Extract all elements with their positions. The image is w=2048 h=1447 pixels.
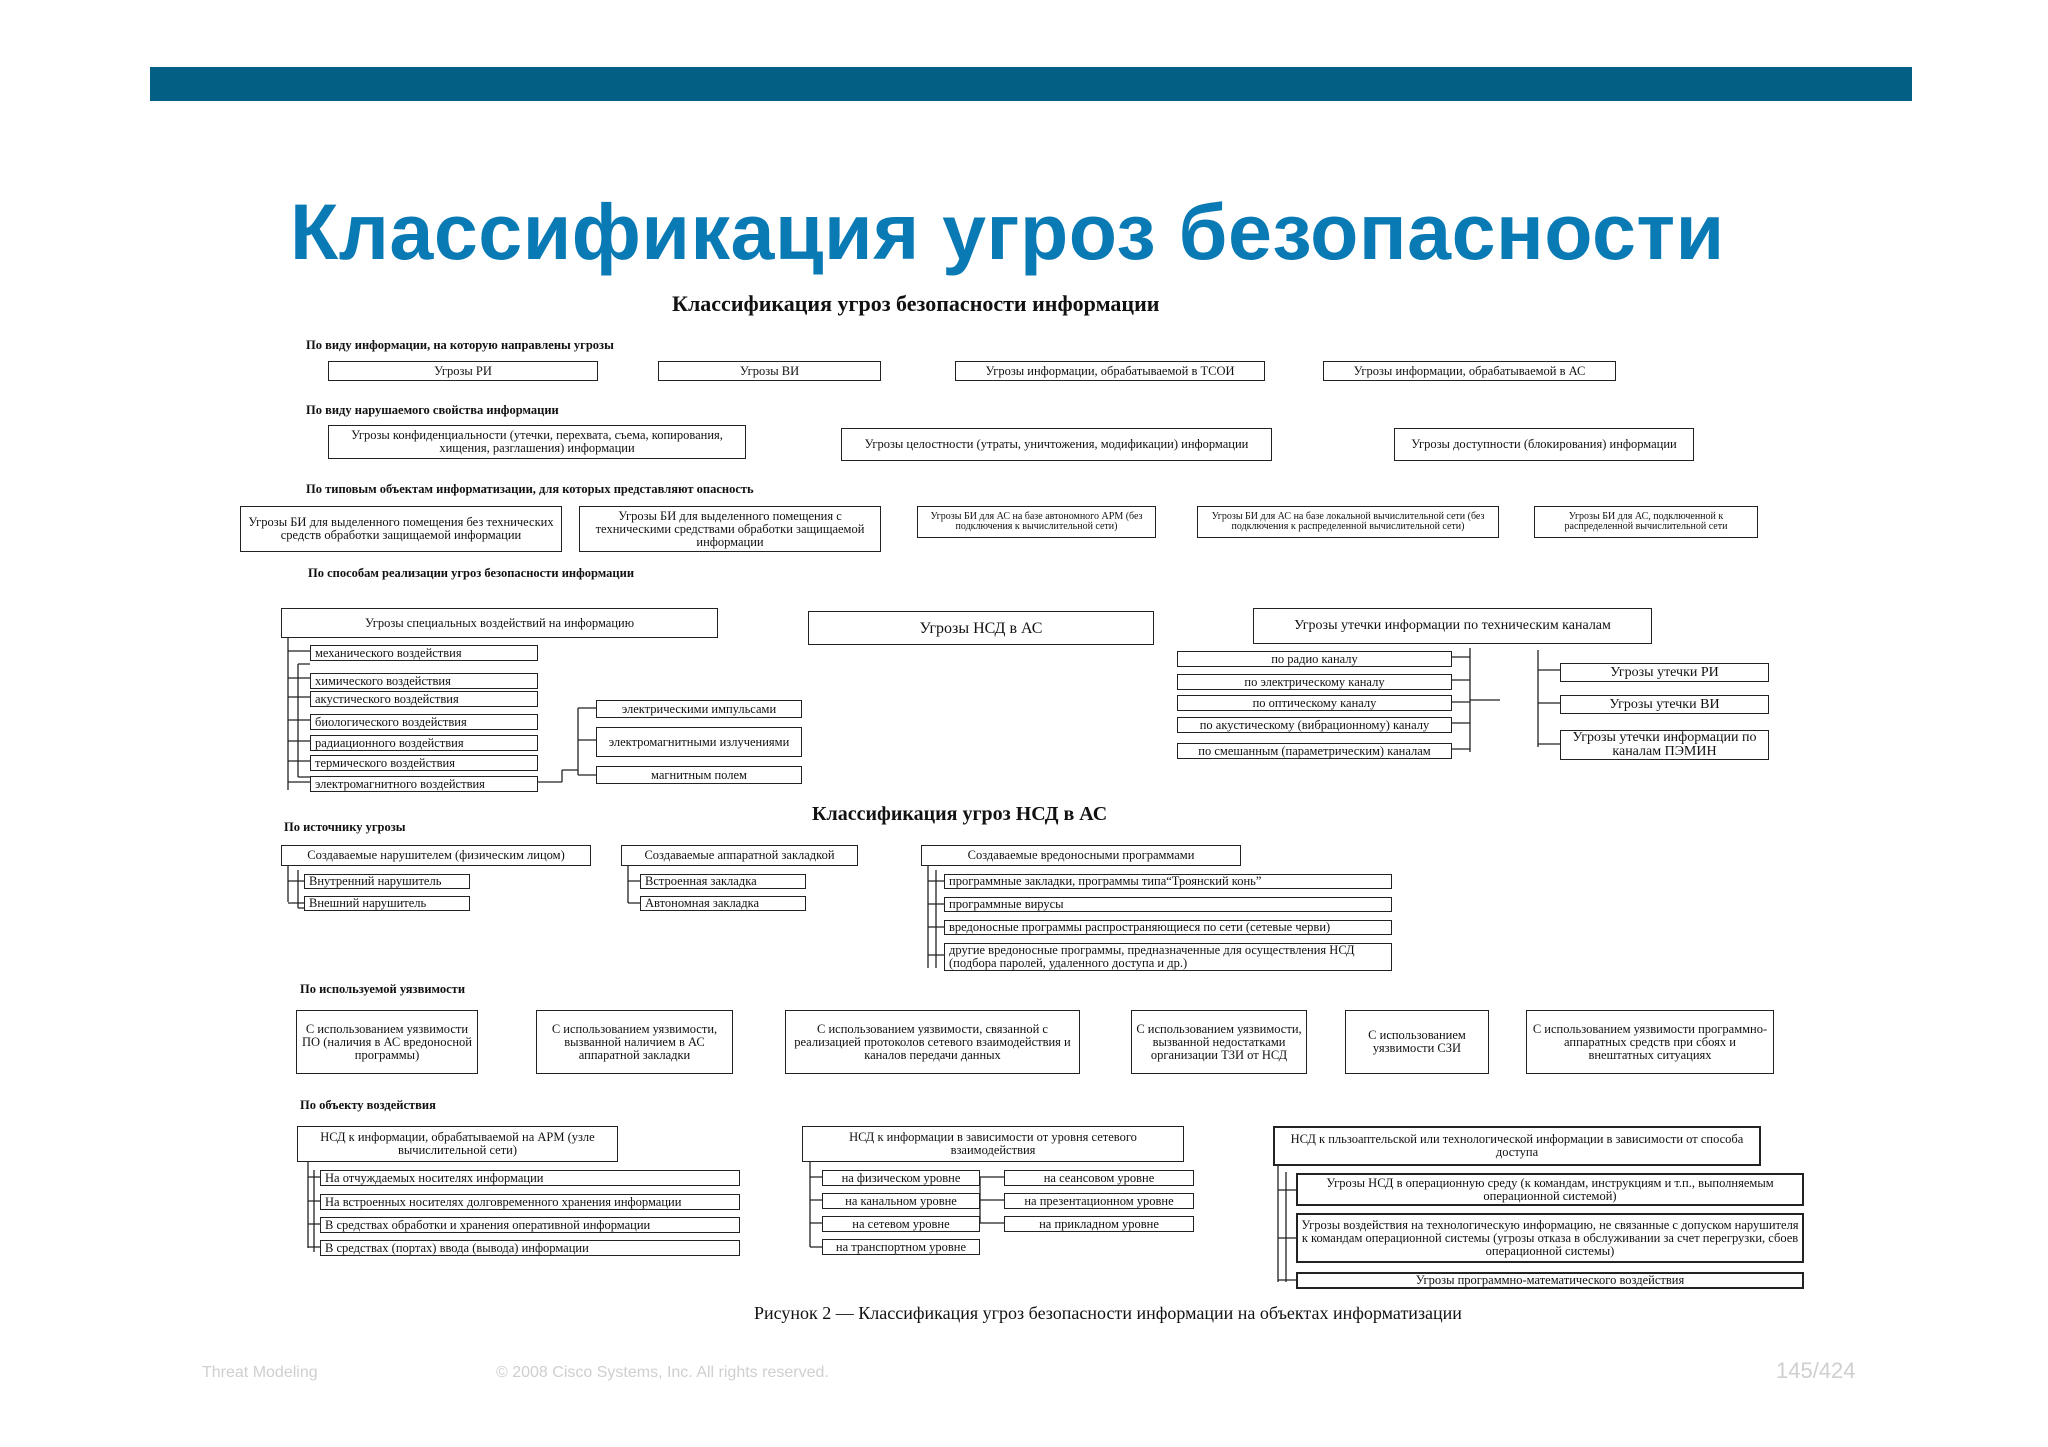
box-physical-level: на физическом уровне [822,1170,980,1186]
box-threat-vi: Угрозы ВИ [658,361,881,381]
box-application-level: на прикладном уровне [1004,1216,1194,1232]
box-threat-tsoi: Угрозы информации, обрабатываемой в ТСОИ [955,361,1265,381]
box-radiation: радиационного воздействия [310,735,538,751]
page-number: 145/424 [1776,1358,1856,1383]
figure-caption: Рисунок 2 — Классификация угроз безопасности информации на объектах информатизации [754,1303,1462,1323]
box-trojans: программные закладки, программы типа“Троянский конь” [944,874,1392,889]
box-source-hardware-implant: Создаваемые аппаратной закладкой [621,845,858,866]
box-room-with-tech: Угрозы БИ для выделенного помещения с техническими средствами обработки защищаемой информации [579,506,881,552]
box-operational-memory: В средствах обработки и хранения оперативной информации [320,1217,740,1233]
box-vuln-failures: С использованием уязвимости программно-аппаратных средств при сбоях и внештатных ситуациях [1526,1010,1774,1074]
box-radio-channel: по радио каналу [1177,651,1452,667]
box-software-math: Угрозы программно-математического воздействия [1296,1272,1804,1289]
box-electric-impulses: электрическими импульсами [596,700,802,718]
box-threat-as: Угрозы информации, обрабатываемой в АС [1323,361,1616,381]
box-autonomous-implant: Автономная закладка [640,896,806,911]
box-mixed-channel: по смешанным (параметрическим) каналам [1177,743,1452,759]
box-presentation-level: на презентационном уровне [1004,1193,1194,1209]
box-electromagnetic: электромагнитного воздействия [310,776,538,792]
box-special-actions: Угрозы специальных воздействий на информацию [281,608,718,638]
section-title-source: По источнику угрозы [284,820,406,834]
box-leak-channels: Угрозы утечки информации по техническим каналам [1253,608,1652,644]
box-mechanical: механического воздействия [310,645,538,661]
box-nsd-access-method: НСД к пльзоаптельской или технологической информации в зависимости от способа доступа [1273,1126,1761,1166]
section-title-property: По виду нарушаемого свойства информации [306,403,559,417]
box-optical-channel: по оптическому каналу [1177,695,1452,711]
box-worms: вредоносные программы распространяющиеся по сети (сетевые черви) [944,920,1392,935]
section-title-object: По объекту воздействия [300,1098,436,1112]
slide-title: Классификация угроз безопасности [290,187,1725,276]
box-internal-violator: Внутренний нарушитель [304,874,470,889]
box-network-level: на сетевом уровне [822,1216,980,1232]
box-channel-level: на канальном уровне [822,1193,980,1209]
box-built-in-implant: Встроенная закладка [640,874,806,889]
box-vuln-szi: С использованием уязвимости СЗИ [1345,1010,1489,1074]
box-viruses: программные вирусы [944,897,1392,912]
section-title-info-type: По виду информации, на которую направлены угрозы [306,338,614,352]
section-title-vulnerability: По используемой уязвимости [300,982,466,996]
nsd-classification-title: Классификация угроз НСД в АС [812,803,1108,825]
footer-left: Threat Modeling [202,1364,318,1381]
box-room-no-tech: Угрозы БИ для выделенного помещения без технических средств обработки защищаемой информации [240,506,562,552]
box-nsd-arm: НСД к информации, обрабатываемой на АРМ (узле вычислительной сети) [297,1126,618,1162]
box-leak-vi: Угрозы утечки ВИ [1560,695,1769,714]
box-nsd-os-environment: Угрозы НСД в операционную среду (к командам, инструкциям и т.п., выполняемым операционной системой) [1296,1173,1804,1206]
box-other-malware: другие вредоносные программы, предназначенные для осуществления НСД (подбора паролей, удаленного доступа и др.) [944,943,1392,971]
box-vuln-tzi: С использованием уязвимости, вызванной недостатками организации ТЗИ от НСД [1131,1010,1307,1074]
box-autonomous-arm: Угрозы БИ для АС на базе автономного АРМ (без подключения к вычислительной сети) [917,506,1156,538]
box-acoustic: акустического воздействия [310,691,538,707]
box-vuln-hardware-implant: С использованием уязвимости, вызванной наличием в АС аппаратной закладки [536,1010,733,1074]
box-confidentiality: Угрозы конфиденциальности (утечки, перехвата, съема, копирования, хищения, разглашения) информации [328,425,746,459]
box-integrity: Угрозы целостности (утраты, уничтожения, модификации) информации [841,428,1272,461]
box-technological-info: Угрозы воздействия на технологическую информацию, не связанные с допуском нарушителя к командам операционной системы (угрозы отказа в обслуживании за счет перегрузки, сбоев операционной системы) [1296,1213,1804,1263]
box-transport-level: на транспортном уровне [822,1239,980,1255]
footer-copyright: © 2008 Cisco Systems, Inc. All rights reserved. [496,1364,829,1381]
box-biological: биологического воздействия [310,714,538,730]
box-chemical: химического воздействия [310,673,538,689]
box-io-ports: В средствах (портах) ввода (вывода) информации [320,1240,740,1256]
box-thermal: термического воздействия [310,755,538,771]
box-source-malware: Создаваемые вредоносными программами [921,845,1241,866]
box-session-level: на сеансовом уровне [1004,1170,1194,1186]
figure-title: Классификация угроз безопасности информации [672,291,1160,316]
box-nsd-as: Угрозы НСД в АС [808,611,1154,645]
box-acoustic-channel: по акустическому (вибрационному) каналу [1177,717,1452,733]
box-vuln-protocols: С использованием уязвимости, связанной с реализацией протоколов сетевого взаимодействия и каналов передачи данных [785,1010,1080,1074]
box-electric-channel: по электрическому каналу [1177,674,1452,690]
section-title-objects: По типовым объектам информатизации, для которых представляют опасность [306,482,754,496]
box-threat-ri: Угрозы РИ [328,361,598,381]
box-distributed-network: Угрозы БИ для АС, подключенной к распределенной вычислительной сети [1534,506,1758,538]
box-leak-pemin: Угрозы утечки информации по каналам ПЭМИН [1560,730,1769,760]
box-em-radiation: электромагнитными излучениями [596,727,802,757]
box-availability: Угрозы доступности (блокирования) информации [1394,428,1694,461]
box-removable-media: На отчуждаемых носителях информации [320,1170,740,1186]
box-vuln-software: С использованием уязвимости ПО (наличия в АС вредоносной программы) [296,1010,478,1074]
box-leak-ri: Угрозы утечки РИ [1560,663,1769,682]
box-built-in-media: На встроенных носителях долговременного хранения информации [320,1194,740,1210]
box-local-network: Угрозы БИ для АС на базе локальной вычислительной сети (без подключения к распределенной вычислительной сети) [1197,506,1499,538]
box-magnetic-field: магнитным полем [596,766,802,784]
box-external-violator: Внешний нарушитель [304,896,470,911]
box-nsd-network-level: НСД к информации в зависимости от уровня сетевого взаимодействия [802,1126,1184,1162]
box-source-person: Создаваемые нарушителем (физическим лицом) [281,845,591,866]
section-title-methods: По способам реализации угроз безопасности информации [308,566,635,580]
